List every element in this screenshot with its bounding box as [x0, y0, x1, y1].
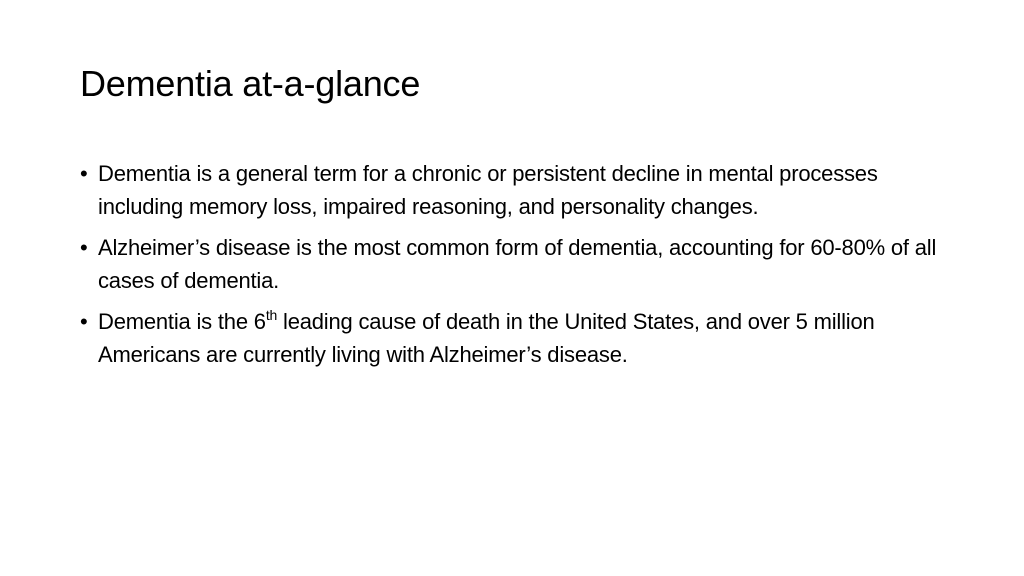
bullet-text-before: Dementia is the 6 [98, 309, 266, 334]
bullet-item-leading-cause [80, 305, 960, 371]
bullet-icon: • [80, 161, 88, 186]
bullet-text: Dementia is a general term for a chronic or persistent decline in mental processes including memory loss, impaired reasoning, and personality changes. [98, 161, 878, 219]
bullet-text-after: leading cause of death in the United States, and over 5 million Americans are currently living with Alzheimer’s disease. [98, 309, 875, 367]
slide-title: Dementia at-a-glance [80, 63, 421, 104]
ordinal-superscript: th [265, 307, 278, 323]
bullet-icon: • [80, 235, 88, 260]
bullet-item-dementia-definition [80, 157, 960, 223]
bullet-list [80, 157, 960, 379]
bullet-icon: • [80, 309, 88, 334]
bullet-text: Alzheimer’s disease is the most common form of dementia, accounting for 60-80% of all cases of dementia. [98, 235, 937, 293]
bullet-item-alzheimers-share [80, 231, 960, 297]
